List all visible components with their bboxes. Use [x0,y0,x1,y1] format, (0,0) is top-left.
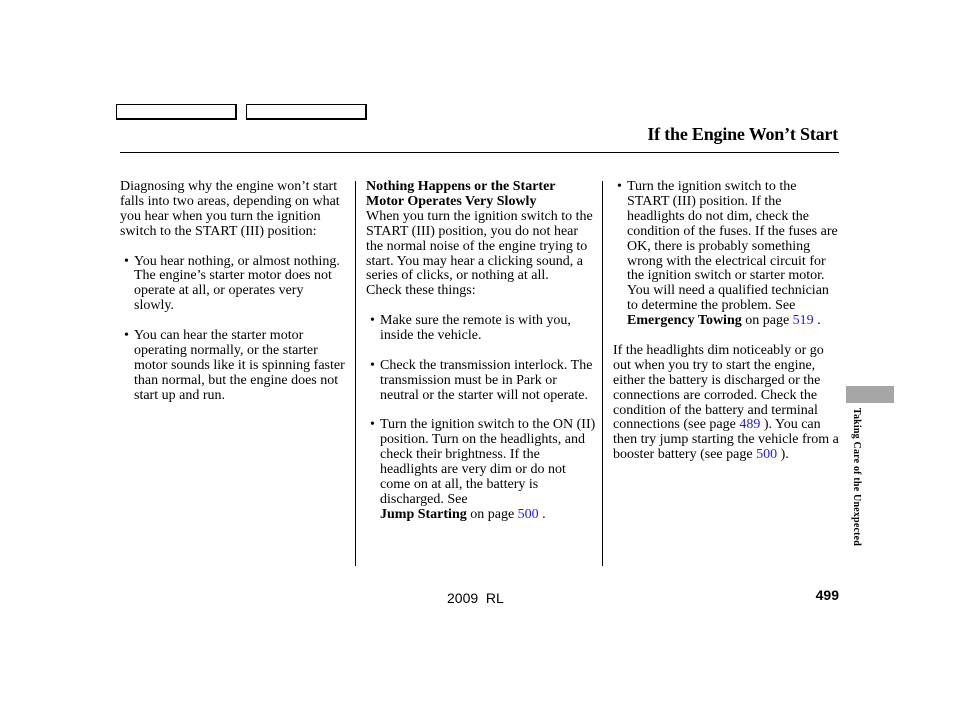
bullet-text: Turn the ignition switch to the START (III) position. If the headlights do not dim, check the condition of the fuses. If the fuses are OK, there is probably something wrong with the electrical circuit for the ignition switch or starter motor. You will need a qualified technician to determine the problem. See [627,179,838,314]
period: . [817,313,821,329]
page-link-519[interactable]: 519 [792,313,814,329]
list-item [366,314,596,344]
page-link-489[interactable]: 489 [739,417,761,433]
battery-paragraph [613,344,839,463]
page-link-500[interactable]: 500 [756,447,778,463]
bullet-icon: • [124,253,129,269]
column-2 [366,180,596,523]
column-1 [120,180,346,404]
list-item [366,418,596,522]
list-item [120,329,346,404]
column-divider [602,181,603,566]
bullet-text: You can hear the starter motor operating normally, or the starter motor sounds like it is spinning faster than normal, but the engine does not start up and run. [134,328,345,403]
bullet-text: You hear nothing, or almost nothing. The engine’s starter motor does not operate at all, or operates very slowly. [134,253,340,314]
section-heading-line2: Motor Operates Very Slowly [366,193,537,209]
section-heading [366,180,596,210]
section-tab-label: Taking Care of the Unexpected [851,408,862,547]
column-3 [613,180,839,463]
page-title: If the Engine Won’t Start [647,124,838,144]
bullet-icon: • [370,313,375,329]
paragraph-text: ). You can then try jump starting the vehicle from a booster battery (see page [613,417,839,463]
column-divider [355,181,356,566]
section-body: When you turn the ignition switch to the START (III) position, you do not hear the normal noise of the engine trying to start. You may hear a clicking sound, a series of clicks, or nothing at all. [366,208,593,284]
section-heading-line1: Nothing Happens or the Starter [366,179,556,194]
page-link-500[interactable]: 500 [517,506,539,522]
list-item [120,255,346,315]
bullet-icon: • [124,328,129,344]
nav-tab-next[interactable] [246,104,367,120]
paragraph-text: If the headlights dim noticeably or go out when you try to start the engine, either the battery is discharged or the connections are corroded. Check the condition of the battery and terminal connections (see page [613,342,824,433]
page-number: 499 [815,587,839,603]
emergency-towing-reference: Emergency Towing [627,313,742,329]
jump-starting-reference: Jump Starting [380,506,467,522]
check-label: Check these things: [366,283,476,299]
bullet-text: Check the transmission interlock. The transmission must be in Park or neutral or the starter will not operate. [380,357,593,403]
on-page-text: on page [470,506,515,522]
on-page-text: on page [745,313,790,329]
section-tab[interactable] [846,386,894,403]
paragraph-text: ). [780,447,789,463]
bullet-text: Turn the ignition switch to the ON (II) position. Turn on the headlights, and check their brightness. If the headlights are very dim or do not come on at all, the battery is discharged. See [380,417,596,507]
period: . [542,506,546,522]
intro-paragraph: Diagnosing why the engine won’t start falls into two areas, depending on what you hear when you turn the ignition switch to the START (III) position: [120,179,340,239]
bullet-icon: • [370,417,375,433]
nav-tab-previous[interactable] [116,104,237,120]
list-item [613,180,839,329]
title-divider [120,152,839,153]
list-item [366,359,596,404]
bullet-icon: • [617,179,622,194]
bullet-icon: • [370,357,375,373]
bullet-text: Make sure the remote is with you, inside the vehicle. [380,313,571,344]
footer-model: 2009 RL [447,590,504,606]
